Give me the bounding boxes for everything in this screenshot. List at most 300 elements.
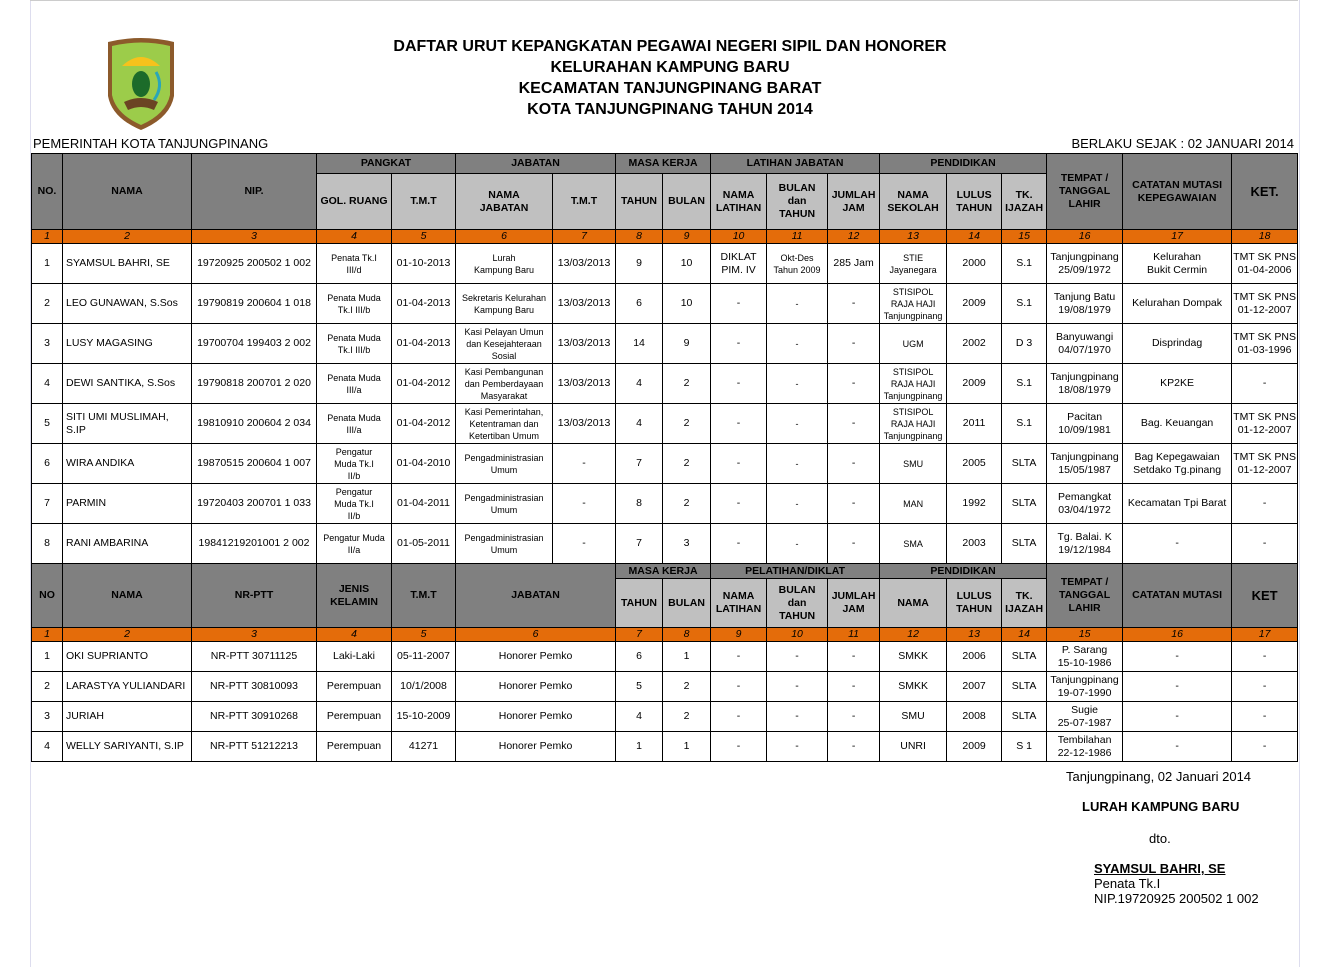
cell-nip: 19790818 200701 2 020 — [192, 364, 317, 404]
cell-masa-kerja-bulan: 3 — [663, 524, 711, 564]
cell-nama-sekolah: STISIPOL RAJA HAJI Tanjungpinang — [880, 404, 947, 444]
cell-masa-kerja-bulan: 10 — [663, 244, 711, 284]
table-row — [32, 732, 1298, 762]
cell-golongan: Pengatur Muda II/a — [317, 524, 392, 564]
cell-catatan-mutasi: Bag. Keuangan — [1123, 404, 1232, 444]
cell-jumlah-jam: - — [828, 484, 880, 524]
cell-nr-ptt: NR-PTT 30910268 — [192, 702, 317, 732]
cell-golongan: Penata Tk.I III/d — [317, 244, 392, 284]
cell-nama: LARASTYA YULIANDARI — [63, 672, 192, 702]
cell-tingkat-ijazah: D 3 — [1002, 324, 1047, 364]
cell-nama: JURIAH — [63, 702, 192, 732]
cell-keterangan: - — [1232, 732, 1298, 762]
cell-tmt: 05-11-2007 — [392, 642, 456, 672]
cell-tmt-pangkat: 01-04-2013 — [392, 284, 456, 324]
cell-tingkat-ijazah: SLTA — [1002, 702, 1047, 732]
cell-masa-kerja-tahun: 7 — [616, 444, 663, 484]
cell-nama: SYAMSUL BAHRI, SE — [63, 244, 192, 284]
column-number: 2 — [63, 230, 192, 244]
cell-nip: 19720403 200701 1 033 — [192, 484, 317, 524]
column-number: 2 — [63, 628, 192, 642]
cell-tingkat-ijazah: S 1 — [1002, 732, 1047, 762]
cell-jenis-kelamin: Perempuan — [317, 732, 392, 762]
cell-no: 4 — [32, 364, 63, 404]
cell-tingkat-ijazah: S.1 — [1002, 284, 1047, 324]
col-header-tempat-lahir: TEMPAT / TANGGAL LAHIR — [1047, 154, 1123, 230]
cell-masa-kerja-bulan: 2 — [663, 364, 711, 404]
cell-nama-jabatan: Pengadministrasian Umum — [456, 444, 553, 484]
col-header-tahun: TAHUN — [616, 174, 663, 230]
cell-jumlah-jam: - — [828, 672, 880, 702]
column-number: 13 — [880, 230, 947, 244]
cell-tingkat-ijazah: SLTA — [1002, 642, 1047, 672]
cell-tmt-jabatan: 13/03/2013 — [553, 324, 616, 364]
column-number: 1 — [32, 628, 63, 642]
cell-nip: 19720925 200502 1 002 — [192, 244, 317, 284]
col-header-tempat-lahir: TEMPAT / TANGGAL LAHIR — [1047, 564, 1123, 628]
cell-nama-sekolah: STISIPOL RAJA HAJI Tanjungpinang — [880, 364, 947, 404]
cell-no: 1 — [32, 244, 63, 284]
group-header-latihan: LATIHAN JABATAN — [711, 154, 880, 174]
cell-tmt: 41271 — [392, 732, 456, 762]
signature-place-date: Tanjungpinang, 02 Januari 2014 — [1066, 769, 1252, 784]
col-header-nip: NIP. — [192, 154, 317, 230]
cell-nama-sekolah: UGM — [880, 324, 947, 364]
cell-masa-kerja-bulan: 9 — [663, 324, 711, 364]
cell-jabatan: Honorer Pemko — [456, 642, 616, 672]
column-number: 14 — [947, 230, 1002, 244]
cell-tmt-pangkat: 01-04-2012 — [392, 364, 456, 404]
col-header-no: NO. — [32, 154, 63, 230]
cell-no: 3 — [32, 324, 63, 364]
cell-tmt-pangkat: 01-04-2011 — [392, 484, 456, 524]
title-line: KOTA TANJUNGPINANG TAHUN 2014 — [527, 101, 813, 118]
table-row — [32, 444, 1298, 484]
cell-nip: 19810910 200604 2 034 — [192, 404, 317, 444]
col-header-catatan: CATATAN MUTASI KEPEGAWAIAN — [1123, 154, 1232, 230]
cell-tempat-tanggal-lahir: Tanjungpinang 15/05/1987 — [1047, 444, 1123, 484]
cell-nama-sekolah: SMU — [880, 702, 947, 732]
cell-masa-kerja-bulan: 2 — [663, 484, 711, 524]
column-number: 13 — [947, 628, 1002, 642]
cell-tingkat-ijazah: S.1 — [1002, 404, 1047, 444]
cell-nama-jabatan: Kasi Pembangunan dan Pemberdayaan Masyarakat — [456, 364, 553, 404]
cell-jenis-kelamin: Perempuan — [317, 702, 392, 732]
column-number: 18 — [1232, 230, 1298, 244]
cell-no: 3 — [32, 702, 63, 732]
cell-golongan: Pengatur Muda Tk.I II/b — [317, 484, 392, 524]
column-number: 10 — [767, 628, 828, 642]
cell-nr-ptt: NR-PTT 51212213 — [192, 732, 317, 762]
cell-tempat-tanggal-lahir: Pacitan 10/09/1981 — [1047, 404, 1123, 444]
cell-bulan-tahun-latihan: - — [767, 642, 828, 672]
column-number: 6 — [456, 628, 616, 642]
column-number: 3 — [192, 628, 317, 642]
cell-tempat-tanggal-lahir: Pemangkat 03/04/1972 — [1047, 484, 1123, 524]
column-number: 7 — [616, 628, 663, 642]
cell-nip: 19790819 200604 1 018 — [192, 284, 317, 324]
cell-jabatan: Honorer Pemko — [456, 702, 616, 732]
cell-tmt-pangkat: 01-10-2013 — [392, 244, 456, 284]
column-number: 4 — [317, 628, 392, 642]
cell-bulan-tahun-latihan: - — [767, 404, 828, 444]
col-header-nama-sekolah: NAMA SEKOLAH — [880, 174, 947, 230]
cell-nama-sekolah: SMU — [880, 444, 947, 484]
cell-no: 4 — [32, 732, 63, 762]
column-number: 7 — [553, 230, 616, 244]
cell-nama: OKI SUPRIANTO — [63, 642, 192, 672]
cell-lulus-tahun: 2009 — [947, 364, 1002, 404]
col-header-jumlah-jam: JUMLAH JAM — [828, 174, 880, 230]
cell-golongan: Penata Muda Tk.I III/b — [317, 284, 392, 324]
col-header-ijazah: TK. IJAZAH — [1002, 174, 1047, 230]
cell-nama-latihan: - — [711, 284, 767, 324]
cell-tingkat-ijazah: S.1 — [1002, 364, 1047, 404]
cell-nama-jabatan: Lurah Kampung Baru — [456, 244, 553, 284]
cell-catatan-mutasi: Kelurahan Bukit Cermin — [1123, 244, 1232, 284]
cell-nr-ptt: NR-PTT 30711125 — [192, 642, 317, 672]
column-number: 15 — [1047, 628, 1123, 642]
cell-lulus-tahun: 2002 — [947, 324, 1002, 364]
cell-nama-jabatan: Sekretaris Kelurahan Kampung Baru — [456, 284, 553, 324]
column-number: 9 — [711, 628, 767, 642]
table-row — [32, 364, 1298, 404]
column-number: 12 — [880, 628, 947, 642]
cell-lulus-tahun: 2005 — [947, 444, 1002, 484]
cell-nama-sekolah: MAN — [880, 484, 947, 524]
cell-masa-kerja-tahun: 5 — [616, 672, 663, 702]
group-header-pendidikan: PENDIDIKAN — [880, 564, 1047, 579]
cell-jumlah-jam: - — [828, 284, 880, 324]
cell-jumlah-jam: - — [828, 364, 880, 404]
column-number: 11 — [767, 230, 828, 244]
cell-tmt-jabatan: - — [553, 524, 616, 564]
cell-nama: LUSY MAGASING — [63, 324, 192, 364]
col-header-nama: NAMA — [63, 154, 192, 230]
column-number: 4 — [317, 230, 392, 244]
cell-bulan-tahun-latihan: - — [767, 732, 828, 762]
col-header-no: NO — [32, 564, 63, 628]
column-number: 16 — [1047, 230, 1123, 244]
cell-tingkat-ijazah: SLTA — [1002, 672, 1047, 702]
cell-jenis-kelamin: Laki-Laki — [317, 642, 392, 672]
table-row — [32, 524, 1298, 564]
cell-tempat-tanggal-lahir: Sugie 25-07-1987 — [1047, 702, 1123, 732]
cell-tempat-tanggal-lahir: Tanjungpinang 25/09/1972 — [1047, 244, 1123, 284]
cell-golongan: Penata Muda III/a — [317, 364, 392, 404]
government-label: PEMERINTAH KOTA TANJUNGPINANG — [33, 136, 269, 151]
column-number: 5 — [392, 628, 456, 642]
cell-masa-kerja-tahun: 1 — [616, 732, 663, 762]
column-number: 8 — [616, 230, 663, 244]
col-header-tmt: T.M.T — [392, 174, 456, 230]
cell-bulan-tahun-latihan: - — [767, 672, 828, 702]
cell-masa-kerja-bulan: 2 — [663, 404, 711, 444]
cell-masa-kerja-bulan: 2 — [663, 702, 711, 732]
column-number: 14 — [1002, 628, 1047, 642]
cell-catatan-mutasi: Kecamatan Tpi Barat — [1123, 484, 1232, 524]
cell-masa-kerja-bulan: 1 — [663, 732, 711, 762]
document-title — [330, 36, 1010, 120]
cell-keterangan: TMT SK PNS 01-04-2006 — [1232, 244, 1298, 284]
col-header-catatan: CATATAN MUTASI — [1123, 564, 1232, 628]
cell-masa-kerja-tahun: 8 — [616, 484, 663, 524]
col-header-bulan: BULAN — [663, 579, 711, 628]
column-number: 1 — [32, 230, 63, 244]
cell-tempat-tanggal-lahir: Banyuwangi 04/07/1970 — [1047, 324, 1123, 364]
cell-tmt-pangkat: 01-04-2012 — [392, 404, 456, 444]
cell-tempat-tanggal-lahir: P. Sarang 15-10-1986 — [1047, 642, 1123, 672]
cell-nama-latihan: - — [711, 524, 767, 564]
cell-catatan-mutasi: - — [1123, 672, 1232, 702]
cell-nama-sekolah: SMKK — [880, 672, 947, 702]
col-header-ket: KET. — [1232, 154, 1298, 230]
col-header-tmt: T.M.T — [392, 564, 456, 628]
column-number: 9 — [663, 230, 711, 244]
cell-masa-kerja-tahun: 6 — [616, 642, 663, 672]
col-header-nama-jabatan: NAMA JABATAN — [456, 174, 553, 230]
col-header-tahun: TAHUN — [616, 579, 663, 628]
column-number: 15 — [1002, 230, 1047, 244]
group-header-pelatihan: PELATIHAN/DIKLAT — [711, 564, 880, 579]
cell-nama: SITI UMI MUSLIMAH, S.IP — [63, 404, 192, 444]
cell-nama-sekolah: SMKK — [880, 642, 947, 672]
cell-keterangan: - — [1232, 642, 1298, 672]
col-header-ijazah: TK. IJAZAH — [1002, 579, 1047, 628]
cell-jumlah-jam: - — [828, 642, 880, 672]
cell-nama-latihan: - — [711, 324, 767, 364]
col-header-tmt-jabatan: T.M.T — [553, 174, 616, 230]
column-number-row — [32, 230, 1298, 244]
cell-keterangan: - — [1232, 672, 1298, 702]
cell-nip: 19841219201001 2 002 — [192, 524, 317, 564]
cell-tingkat-ijazah: SLTA — [1002, 444, 1047, 484]
cell-tmt-jabatan: 13/03/2013 — [553, 284, 616, 324]
table-row — [32, 244, 1298, 284]
cell-catatan-mutasi: KP2KE — [1123, 364, 1232, 404]
col-header-lulus: LULUS TAHUN — [947, 174, 1002, 230]
col-header-bulan: BULAN — [663, 174, 711, 230]
cell-masa-kerja-bulan: 2 — [663, 672, 711, 702]
table-row — [32, 404, 1298, 444]
cell-jumlah-jam: - — [828, 444, 880, 484]
col-header-jumlah-jam: JUMLAH JAM — [828, 579, 880, 628]
cell-tmt-jabatan: 13/03/2013 — [553, 364, 616, 404]
signatory-rank: Penata Tk.I — [1094, 876, 1161, 891]
signatory-nip: NIP.19720925 200502 1 002 — [1094, 891, 1259, 906]
cell-golongan: Penata Muda III/a — [317, 404, 392, 444]
cell-nama-sekolah: STISIPOL RAJA HAJI Tanjungpinang — [880, 284, 947, 324]
cell-no: 1 — [32, 642, 63, 672]
cell-tempat-tanggal-lahir: Tg. Balai. K 19/12/1984 — [1047, 524, 1123, 564]
cell-nip: 19870515 200604 1 007 — [192, 444, 317, 484]
signature-position: LURAH KAMPUNG BARU — [1082, 799, 1240, 814]
column-number: 5 — [392, 230, 456, 244]
cell-bulan-tahun-latihan: - — [767, 364, 828, 404]
tanjungpinang-emblem-logo — [104, 36, 178, 132]
cell-keterangan: TMT SK PNS 01-12-2007 — [1232, 284, 1298, 324]
cell-masa-kerja-bulan: 2 — [663, 444, 711, 484]
col-header-gol: GOL. RUANG — [317, 174, 392, 230]
cell-jumlah-jam: - — [828, 404, 880, 444]
cell-keterangan: - — [1232, 364, 1298, 404]
cell-nama-latihan: - — [711, 642, 767, 672]
cell-bulan-tahun-latihan: - — [767, 324, 828, 364]
cell-nama-jabatan: Kasi Pemerintahan, Ketentraman dan Ketertiban Umum — [456, 404, 553, 444]
cell-keterangan: - — [1232, 702, 1298, 732]
cell-tmt-jabatan: 13/03/2013 — [553, 404, 616, 444]
cell-no: 2 — [32, 672, 63, 702]
cell-catatan-mutasi: Disprindag — [1123, 324, 1232, 364]
cell-bulan-tahun-latihan: - — [767, 524, 828, 564]
col-header-bulan-tahun: BULAN dan TAHUN — [767, 579, 828, 628]
cell-lulus-tahun: 2006 — [947, 642, 1002, 672]
cell-masa-kerja-tahun: 4 — [616, 404, 663, 444]
cell-nama-sekolah: SMA — [880, 524, 947, 564]
cell-golongan: Penata Muda Tk.I III/b — [317, 324, 392, 364]
col-header-lulus: LULUS TAHUN — [947, 579, 1002, 628]
cell-nama: RANI AMBARINA — [63, 524, 192, 564]
cell-jumlah-jam: - — [828, 732, 880, 762]
cell-nama: WELLY SARIYANTI, S.IP — [63, 732, 192, 762]
cell-tmt-pangkat: 01-04-2013 — [392, 324, 456, 364]
column-number: 11 — [828, 628, 880, 642]
column-number: 6 — [456, 230, 553, 244]
cell-catatan-mutasi: - — [1123, 732, 1232, 762]
signature-dto: dto. — [1149, 831, 1171, 846]
cell-masa-kerja-tahun: 4 — [616, 702, 663, 732]
cell-nama-sekolah: UNRI — [880, 732, 947, 762]
cell-nama: PARMIN — [63, 484, 192, 524]
col-header-nama: NAMA — [63, 564, 192, 628]
col-header-jabatan: JABATAN — [456, 564, 616, 628]
cell-bulan-tahun-latihan: - — [767, 444, 828, 484]
cell-no: 6 — [32, 444, 63, 484]
cell-masa-kerja-bulan: 1 — [663, 642, 711, 672]
cell-no: 8 — [32, 524, 63, 564]
col-header-jenis-kelamin: JENIS KELAMIN — [317, 564, 392, 628]
column-number: 17 — [1232, 628, 1298, 642]
column-number: 16 — [1123, 628, 1232, 642]
title-line: KECAMATAN TANJUNGPINANG BARAT — [518, 80, 822, 97]
cell-nama: WIRA ANDIKA — [63, 444, 192, 484]
cell-masa-kerja-tahun: 9 — [616, 244, 663, 284]
cell-tmt-pangkat: 01-04-2010 — [392, 444, 456, 484]
group-header-pangkat: PANGKAT — [317, 154, 456, 174]
cell-tmt: 15-10-2009 — [392, 702, 456, 732]
cell-tmt-jabatan: - — [553, 484, 616, 524]
cell-tmt-pangkat: 01-05-2011 — [392, 524, 456, 564]
cell-jumlah-jam: - — [828, 524, 880, 564]
cell-bulan-tahun-latihan: - — [767, 484, 828, 524]
title-line: DAFTAR URUT KEPANGKATAN PEGAWAI NEGERI SIPIL DAN HONORER — [393, 38, 947, 55]
cell-keterangan: TMT SK PNS 01-12-2007 — [1232, 444, 1298, 484]
cell-jabatan: Honorer Pemko — [456, 672, 616, 702]
column-number: 17 — [1123, 230, 1232, 244]
col-header-ket: KET — [1232, 564, 1298, 628]
effective-date-label: BERLAKU SEJAK : 02 JANUARI 2014 — [1071, 136, 1294, 151]
page-edge — [30, 0, 1298, 1]
cell-lulus-tahun: 2009 — [947, 284, 1002, 324]
cell-jenis-kelamin: Perempuan — [317, 672, 392, 702]
cell-no: 7 — [32, 484, 63, 524]
cell-lulus-tahun: 2003 — [947, 524, 1002, 564]
col-header-nama-sekolah: NAMA — [880, 579, 947, 628]
cell-masa-kerja-tahun: 6 — [616, 284, 663, 324]
cell-nip: 19700704 199403 2 002 — [192, 324, 317, 364]
cell-lulus-tahun: 2007 — [947, 672, 1002, 702]
group-header-masa-kerja: MASA KERJA — [616, 154, 711, 174]
column-number: 8 — [663, 628, 711, 642]
cell-nama: DEWI SANTIKA, S.Sos — [63, 364, 192, 404]
cell-lulus-tahun: 2011 — [947, 404, 1002, 444]
cell-jumlah-jam: - — [828, 324, 880, 364]
table-row — [32, 642, 1298, 672]
table-row — [32, 672, 1298, 702]
cell-nama-latihan: - — [711, 484, 767, 524]
cell-catatan-mutasi: Bag Kepegawaian Setdako Tg.pinang — [1123, 444, 1232, 484]
cell-masa-kerja-bulan: 10 — [663, 284, 711, 324]
col-header-bulan-tahun: BULAN dan TAHUN — [767, 174, 828, 230]
cell-lulus-tahun: 1992 — [947, 484, 1002, 524]
cell-nama-latihan: - — [711, 732, 767, 762]
cell-keterangan: TMT SK PNS 01-03-1996 — [1232, 324, 1298, 364]
cell-keterangan: - — [1232, 484, 1298, 524]
title-line: KELURAHAN KAMPUNG BARU — [550, 59, 790, 76]
cell-nama-latihan: - — [711, 404, 767, 444]
cell-keterangan: TMT SK PNS 01-12-2007 — [1232, 404, 1298, 444]
column-number: 12 — [828, 230, 880, 244]
cell-nama-latihan: - — [711, 444, 767, 484]
cell-jabatan: Honorer Pemko — [456, 732, 616, 762]
cell-catatan-mutasi: - — [1123, 524, 1232, 564]
cell-tmt-jabatan: 13/03/2013 — [553, 244, 616, 284]
cell-nama-latihan: - — [711, 364, 767, 404]
cell-nr-ptt: NR-PTT 30810093 — [192, 672, 317, 702]
cell-jumlah-jam: - — [828, 702, 880, 732]
table-row — [32, 702, 1298, 732]
table-row — [32, 324, 1298, 364]
group-header-jabatan: JABATAN — [456, 154, 616, 174]
column-number: 3 — [192, 230, 317, 244]
cell-nama-jabatan: Pengadministrasian Umum — [456, 524, 553, 564]
cell-tempat-tanggal-lahir: Tanjung Batu 19/08/1979 — [1047, 284, 1123, 324]
cell-tingkat-ijazah: S.1 — [1002, 244, 1047, 284]
cell-nama: LEO GUNAWAN, S.Sos — [63, 284, 192, 324]
employee-ranking-table — [31, 153, 1298, 762]
cell-masa-kerja-tahun: 7 — [616, 524, 663, 564]
cell-tmt-jabatan: - — [553, 444, 616, 484]
cell-tempat-tanggal-lahir: Tembilahan 22-12-1986 — [1047, 732, 1123, 762]
cell-nama-jabatan: Kasi Pelayan Umun dan Kesejahteraan Sosial — [456, 324, 553, 364]
table-row — [32, 484, 1298, 524]
table-row — [32, 284, 1298, 324]
col-header-nr-ptt: NR-PTT — [192, 564, 317, 628]
cell-tingkat-ijazah: SLTA — [1002, 524, 1047, 564]
col-header-nama-latihan: NAMA LATIHAN — [711, 579, 767, 628]
col-header-nama-latihan: NAMA LATIHAN — [711, 174, 767, 230]
cell-bulan-tahun-latihan: Okt-Des Tahun 2009 — [767, 244, 828, 284]
cell-lulus-tahun: 2009 — [947, 732, 1002, 762]
cell-jumlah-jam: 285 Jam — [828, 244, 880, 284]
cell-golongan: Pengatur Muda Tk.I II/b — [317, 444, 392, 484]
cell-no: 5 — [32, 404, 63, 444]
column-number: 10 — [711, 230, 767, 244]
cell-masa-kerja-tahun: 14 — [616, 324, 663, 364]
cell-catatan-mutasi: - — [1123, 642, 1232, 672]
cell-catatan-mutasi: Kelurahan Dompak — [1123, 284, 1232, 324]
cell-nama-latihan: DIKLAT PIM. IV — [711, 244, 767, 284]
